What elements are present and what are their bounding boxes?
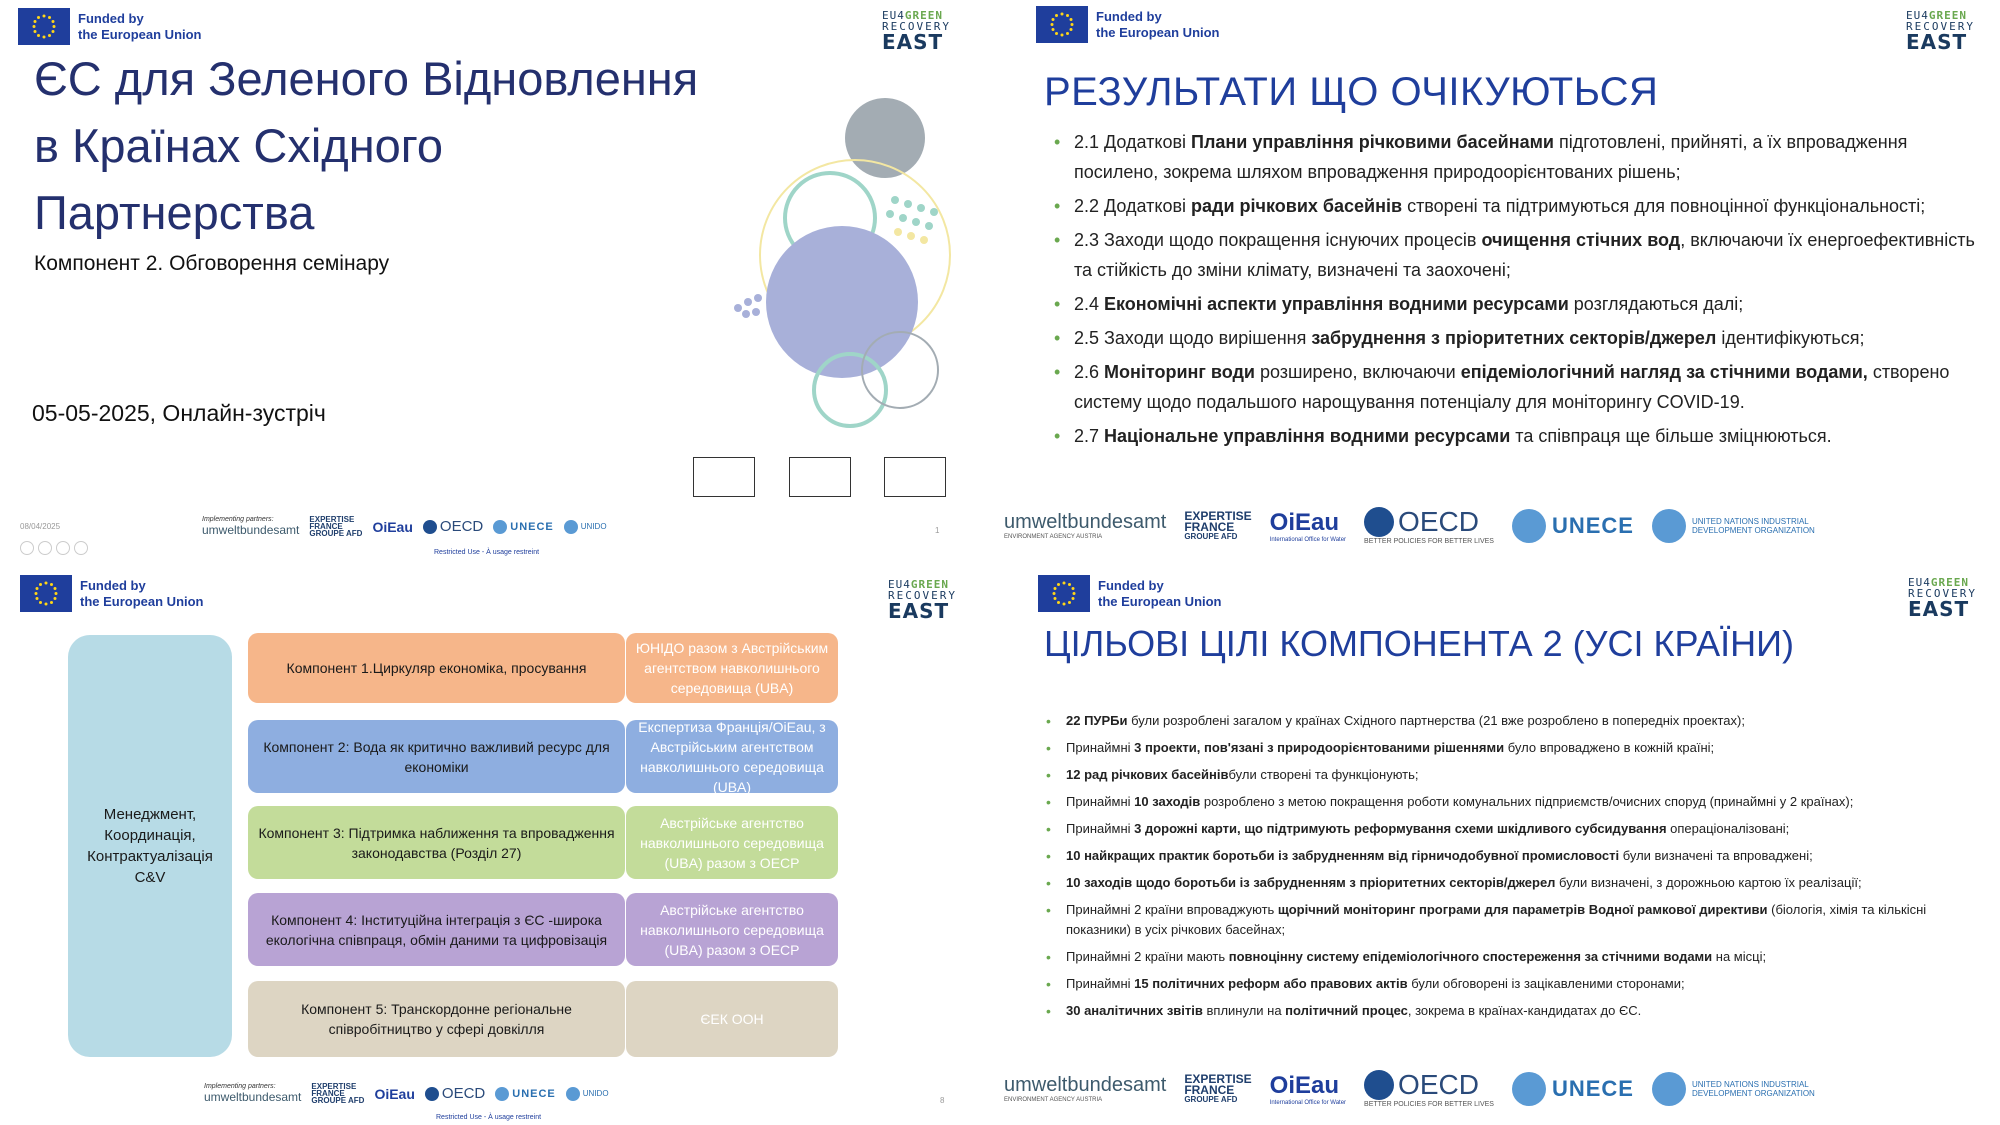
component-3-block: Компонент 3: Підтримка наближення та впровадження законодавства (Розділ 27)	[248, 806, 625, 879]
text-span: було впроваджено в кожній країні;	[1504, 740, 1715, 755]
text-span: 2.2 Додаткові	[1074, 196, 1192, 216]
un-emblem-icon	[493, 520, 507, 534]
component-3-partner: Австрійське агентство навколишнього середовища (UBA) разом з ОЕСР	[626, 806, 838, 879]
eu-label: the European Union	[1096, 24, 1220, 40]
logo-text: UNECE	[510, 520, 554, 533]
oecd-tagline: BETTER POLICIES FOR BETTER LIVES	[1364, 538, 1494, 545]
partners-bar	[1004, 506, 1822, 545]
expertise-france-logo	[1184, 511, 1251, 540]
text-span: 2.3 Заходи щодо покращення існуючих процесів	[1074, 230, 1482, 250]
toolbar-icon[interactable]	[20, 541, 34, 555]
logo-text: UNECE	[512, 1087, 556, 1100]
text-span: 10 найкращих практик боротьби із забрудненням від гірничодобувної промисловості	[1066, 848, 1620, 863]
text-span: Моніторинг води	[1104, 362, 1255, 382]
list-item	[1048, 357, 1988, 417]
decorative-circles	[730, 90, 970, 440]
uba-subtitle: ENVIRONMENT AGENCY AUSTRIA	[1004, 1097, 1103, 1103]
list-item	[1048, 421, 1988, 451]
text-span: Принаймні 2 країни впроваджують	[1066, 902, 1278, 917]
funded-by-label: Funded by	[1096, 8, 1162, 24]
text-span: 10 заходів щодо боротьби із забрудненням з пріоритетних секторів/джерел	[1066, 875, 1556, 890]
restricted-use-label: Restricted Use - À usage restreint	[434, 549, 540, 556]
unido-logo	[1652, 1072, 1822, 1106]
meeting-date: 05-05-2025, Онлайн-зустріч	[32, 400, 326, 426]
un-emblem-icon	[1512, 509, 1546, 543]
funded-by-label: Funded by	[78, 10, 144, 26]
footer-date: 08/04/2025	[20, 522, 61, 531]
unece-logo	[493, 520, 554, 534]
text-span: були обговорені із зацікавленими сторонами;	[1407, 976, 1685, 991]
logo-text: EAST	[1908, 597, 1970, 621]
list-item	[1048, 323, 1988, 353]
list-item	[1036, 765, 1976, 785]
eu-flag-icon	[20, 575, 72, 612]
logo-text: EAST	[882, 30, 944, 54]
un-emblem-icon	[495, 1087, 509, 1101]
logo-text: RECOVERY	[1906, 20, 1975, 33]
logo-text: EU4	[1906, 9, 1929, 22]
title-line: в Країнах Східного	[34, 119, 444, 172]
list-item	[1048, 225, 1988, 285]
logo-text: UNIDO	[582, 1089, 609, 1099]
text-span: 15 політичних реформ або правових актів	[1134, 976, 1408, 991]
slide-subtitle: Компонент 2. Обговорення семінару	[34, 252, 390, 275]
component-1-partner: ЮНІДО разом з Австрійським агентством навколишнього середовища (UBA)	[626, 633, 838, 703]
text-span: розроблено з метою покращення роботи комунальних підприємств/очисних споруд (принаймні у 2 країнах);	[1200, 794, 1854, 809]
slide-target-goals	[1000, 563, 2000, 1125]
text-span: 30 аналітичних звітів	[1066, 1003, 1203, 1018]
partners-label: Implementing partners:	[204, 1083, 276, 1091]
funded-by-label: Funded by	[80, 577, 146, 593]
logo-text: UNECE	[1551, 512, 1634, 538]
logo-text: UNITED NATIONS INDUSTRIAL DEVELOPMENT ORGANIZATION	[1691, 516, 1815, 535]
eu-funding-badge	[1038, 575, 1222, 612]
logo-text: FRANCE	[311, 1089, 345, 1099]
un-emblem-icon	[564, 520, 578, 534]
title-line: Партнерства	[34, 186, 315, 239]
list-item	[1036, 846, 1976, 866]
globe-icon	[423, 520, 437, 534]
text-span: Економічні аспекти управління водними ресурсами	[1104, 294, 1569, 314]
restricted-use-label: Restricted Use - À usage restreint	[436, 1114, 542, 1121]
text-span: були визначені та впроваджені;	[1619, 848, 1813, 863]
slide-title-text	[34, 45, 754, 246]
logo-text: GREEN	[1928, 9, 1967, 22]
text-span: розглядаються далі;	[1568, 294, 1744, 314]
logo-text: UNECE	[1551, 1075, 1634, 1101]
text-span: 3 проекти, пов'язані з природоорієнтованими рішеннями	[1134, 740, 1505, 755]
list-item	[1036, 947, 1976, 967]
text-span: політичний процес	[1285, 1003, 1408, 1018]
toolbar-icon[interactable]	[56, 541, 70, 555]
unece-logo	[1512, 509, 1634, 543]
globe-icon	[1364, 1070, 1394, 1100]
eu-flag-icon	[18, 8, 70, 45]
results-list	[1048, 127, 1988, 455]
expertise-france-logo	[1184, 1074, 1251, 1103]
oecd-logo	[423, 518, 483, 535]
list-item	[1036, 873, 1976, 893]
logo-text: GREEN	[904, 9, 943, 22]
text-span: 2.6	[1074, 362, 1105, 382]
eu4green-logo	[888, 579, 957, 621]
text-span: 2.1 Додаткові	[1074, 132, 1192, 152]
text-span: та співпраця ще більше зміцнюються.	[1510, 426, 1832, 446]
placeholder-box	[693, 457, 755, 497]
text-span: операціоналізовані;	[1666, 821, 1790, 836]
unido-logo	[1652, 509, 1822, 543]
placeholder-box	[789, 457, 851, 497]
component-2-block: Компонент 2: Вода як критично важливий ресурс для економіки	[248, 720, 625, 793]
unido-logo	[566, 1087, 609, 1101]
uba-logo: umweltbundesamt	[202, 523, 300, 538]
text-span: розширено, включаючи	[1254, 362, 1461, 382]
list-item	[1048, 289, 1988, 319]
list-item	[1048, 127, 1988, 187]
logo-text: EXPERTISE	[1184, 509, 1252, 524]
logo-text: EXPERTISE	[1184, 1072, 1252, 1087]
component-4-partner: Австрійське агентство навколишнього середовища (UBA) разом з ОЕСР	[626, 893, 838, 966]
text-span: ідентифікуються;	[1716, 328, 1865, 348]
text-span: 2.4	[1074, 294, 1105, 314]
text-span: Принаймні	[1066, 976, 1135, 991]
page-number: 8	[940, 1096, 945, 1105]
un-emblem-icon	[566, 1087, 580, 1101]
text-span: на місці;	[1712, 949, 1767, 964]
text-span: 2.7	[1074, 426, 1105, 446]
partners-bar	[1004, 1069, 1822, 1108]
logo-text: EAST	[888, 599, 950, 623]
text-span: ради річкових басейнів	[1191, 196, 1403, 216]
logo-text: FRANCE	[309, 522, 343, 532]
oecd-tagline: BETTER POLICIES FOR BETTER LIVES	[1364, 1101, 1494, 1108]
uba-subtitle: ENVIRONMENT AGENCY AUSTRIA	[1004, 534, 1103, 540]
text-span: (біологія, хімія та кількісні показники) в усіх річкових басейнах;	[1066, 902, 1927, 937]
targets-list	[1036, 711, 1976, 1028]
uba-logo: umweltbundesamt	[1004, 511, 1167, 533]
list-item	[1036, 1001, 1976, 1021]
component-2-partner: Експертиза Франція/OiEau, з Австрійським агентством навколишнього середовища (UBA)	[626, 720, 838, 793]
slide-toolbar[interactable]	[20, 541, 88, 555]
logo-text: EXPERTISE	[309, 515, 355, 524]
logo-text: GROUPE AFD	[309, 529, 363, 539]
slide-title-text: ЦІЛЬОВІ ЦІЛІ КОМПОНЕНТА 2 (УСІ КРАЇНИ)	[1044, 623, 1794, 664]
logo-text: UNIDO	[580, 522, 607, 532]
expertise-france-logo	[311, 1083, 364, 1105]
oecd-logo	[425, 1085, 485, 1102]
text-span: , зокрема в країнах-кандидатах до ЄС.	[1407, 1003, 1642, 1018]
text-span: повноцінну систему епідеміологічного спостереження за стічними водами	[1228, 949, 1713, 964]
text-span: щорічний моніторинг програми для параметрів Водної рамкової директиви	[1277, 902, 1768, 917]
text-span: 12 рад річкових басейнів	[1066, 767, 1229, 782]
text-span: 2.5 Заходи щодо вирішення	[1074, 328, 1312, 348]
logo-text: GROUPE AFD	[311, 1096, 365, 1106]
oieau-logo: OiEau	[372, 518, 413, 535]
logo-text: EXPERTISE	[311, 1082, 357, 1091]
un-emblem-icon	[1652, 509, 1686, 543]
text-span: , включаючи їх енергоефективність та стійкість до зміни клімату, визначені та заохочені;	[1074, 230, 1975, 280]
logo-text: GROUPE AFD	[1184, 531, 1238, 541]
text-span: вплинули на	[1202, 1003, 1286, 1018]
oieau-logo: OiEau	[1269, 1071, 1340, 1099]
eu-flag-icon	[1036, 6, 1088, 43]
component-5-block: Компонент 5: Транскордонне регіональне співробітництво у сфері довкілля	[248, 981, 625, 1057]
logo-text: FRANCE	[1184, 519, 1235, 534]
component-5-partner: ЄЕК ООН	[626, 981, 838, 1057]
unece-logo	[495, 1087, 556, 1101]
text-span: Національне управління водними ресурсами	[1104, 426, 1511, 446]
logo-text: OECD	[1398, 1069, 1479, 1100]
text-span: підготовлені, прийняті, а їх впровадження посилено, зокрема шляхом впровадження природоорієнтованих рішень;	[1074, 132, 1908, 182]
text-span: Принаймні	[1066, 794, 1135, 809]
title-line: ЄС для Зеленого Відновлення	[34, 52, 699, 105]
eu-funding-badge	[1036, 6, 1220, 43]
list-item	[1036, 974, 1976, 994]
partners-label: Implementing partners:	[202, 516, 274, 524]
un-emblem-icon	[1652, 1072, 1686, 1106]
text-span: створені та підтримуються для повноцінної функціональності;	[1402, 196, 1926, 216]
logo-text: OECD	[439, 518, 484, 536]
eu-label: the European Union	[78, 26, 202, 42]
list-item	[1036, 738, 1976, 758]
oieau-subtitle: International Office for Water	[1269, 536, 1347, 543]
slide-components	[0, 563, 1000, 1125]
logo-text: GREEN	[910, 578, 949, 591]
logo-text: OECD	[1398, 506, 1479, 537]
logo-text: FRANCE	[1184, 1082, 1235, 1097]
logo-text: EAST	[1906, 30, 1968, 54]
text-span: Плани управління річковими басейнами	[1191, 132, 1554, 152]
globe-icon	[425, 1087, 439, 1101]
placeholder-box	[884, 457, 946, 497]
text-span: були визначені, з дорожньою картою їх реалізації;	[1555, 875, 1862, 890]
text-span: епідеміологічний нагляд за стічними водами,	[1460, 362, 1868, 382]
management-block: Менеджмент, Координація, Контрактуалізація C&V	[68, 635, 232, 1057]
toolbar-icon[interactable]	[38, 541, 52, 555]
text-span: Принаймні 2 країни мають	[1066, 949, 1229, 964]
uba-logo: umweltbundesamt	[204, 1090, 302, 1105]
eu4green-logo	[1906, 10, 1975, 52]
logo-text: RECOVERY	[888, 589, 957, 602]
list-item	[1036, 819, 1976, 839]
oecd-logo	[1364, 506, 1494, 538]
text-span: 10 заходів	[1134, 794, 1201, 809]
expertise-france-logo	[309, 516, 362, 538]
text-span: 3 дорожні карти, що підтримують реформування схеми шкідливого субсидування	[1134, 821, 1667, 836]
partners-bar	[202, 516, 607, 538]
list-item	[1036, 711, 1976, 731]
partners-bar	[204, 1083, 609, 1105]
list-item	[1036, 792, 1976, 812]
toolbar-icon[interactable]	[74, 541, 88, 555]
list-item	[1036, 900, 1976, 940]
text-span: очищення стічних вод	[1481, 230, 1681, 250]
oecd-logo	[1364, 1069, 1494, 1101]
slide-title-text: РЕЗУЛЬТАТИ ЩО ОЧІКУЮТЬСЯ	[1044, 70, 1659, 114]
slide-expected-results	[1000, 0, 2000, 562]
unido-logo	[564, 520, 607, 534]
uba-logo: umweltbundesamt	[1004, 1074, 1167, 1096]
funded-by-label: Funded by	[1098, 577, 1164, 593]
list-item	[1048, 191, 1988, 221]
eu-funding-badge	[18, 8, 202, 45]
component-4-block: Компонент 4: Інституційна інтеграція з ЄС -широка екологічна співпраця, обмін даними та цифровізація	[248, 893, 625, 966]
globe-icon	[1364, 507, 1394, 537]
logo-text: EU4	[882, 9, 905, 22]
oieau-logo: OiEau	[374, 1085, 415, 1102]
oieau-logo: OiEau	[1269, 508, 1340, 536]
text-span: були розроблені загалом у країнах Східного партнерства (21 вже розроблено в попередніх проектах);	[1127, 713, 1745, 728]
logo-text: UNITED NATIONS INDUSTRIAL DEVELOPMENT ORGANIZATION	[1691, 1079, 1815, 1098]
logo-text: RECOVERY	[1908, 587, 1977, 600]
eu-funding-badge	[20, 575, 204, 612]
component-1-block: Компонент 1.Циркуляр економіка, просування	[248, 633, 625, 703]
text-span: 22 ПУРБи	[1066, 713, 1128, 728]
logo-text: EU4	[888, 578, 911, 591]
eu-label: the European Union	[80, 593, 204, 609]
logo-text: GROUPE AFD	[1184, 1094, 1238, 1104]
un-emblem-icon	[1512, 1072, 1546, 1106]
text-span: Принаймні	[1066, 821, 1135, 836]
eu-label: the European Union	[1098, 593, 1222, 609]
logo-text: GREEN	[1930, 576, 1969, 589]
logo-text: RECOVERY	[882, 20, 951, 33]
slide-title	[0, 0, 1000, 562]
eu-flag-icon	[1038, 575, 1090, 612]
text-span: були створені та функціонують;	[1228, 767, 1419, 782]
text-span: Принаймні	[1066, 740, 1135, 755]
text-span: створено систему щодо подальшого нарощування потенціалу для моніторингу COVID-19.	[1074, 362, 1950, 412]
unece-logo	[1512, 1072, 1634, 1106]
eu4green-logo	[882, 10, 951, 52]
logo-text: EU4	[1908, 576, 1931, 589]
eu4green-logo	[1908, 577, 1977, 619]
oieau-subtitle: International Office for Water	[1269, 1099, 1347, 1106]
text-span: забруднення з пріоритетних секторів/джерел	[1311, 328, 1717, 348]
logo-text: OECD	[441, 1085, 486, 1103]
page-number: 1	[935, 526, 940, 535]
